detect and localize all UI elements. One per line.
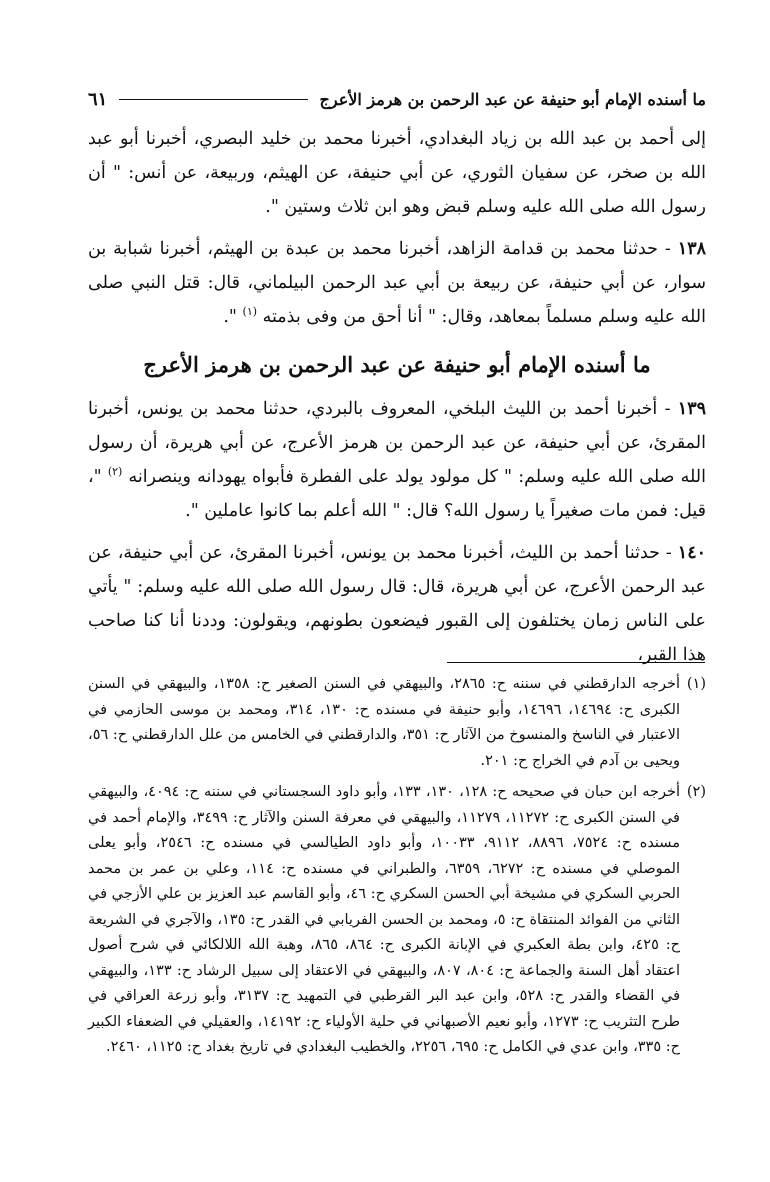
hadith-text: - أخبرنا أحمد بن الليث البلخي، المعروف بالبردي، حدثنا محمد بن يونس، أخبرنا المقرئ، عن أبي حنيفة، عن عبد الرحمن بن هرمز الأعرج، عن أبي هريرة، أن رسول الله صلى الله عليه وسلم: " كل مولود يولد على الفطرة فأبواه يهودانه وينصرانه [88,399,706,487]
footnote-mark: (٢) [686,784,706,800]
hadith-text: - حدثنا أحمد بن الليث، أخبرنا محمد بن يونس، أخبرنا المقرئ، عن أبي حنيفة، عن عبد الرحمن الأعرج، عن أبي هريرة، قال: قال رسول الله صلى الله عليه وسلم: " يأتي على الناس زمان يختلفون إلى القبور فيضعون بطونهم، ويقولون: وددنا أنا كنا صاحب هذا القبر، [88,543,706,665]
footnote-ref[interactable]: (١) [242,305,258,319]
hadith-number: ١٤٠ [677,543,706,563]
hadith-number: ١٣٩ [677,399,706,419]
header-rule [119,99,307,100]
footnote-text: أخرجه ابن حبان في صحيحه ح: ١٢٨، ١٣٠، ١٣٣، وأبو داود السجستاني في سننه ح: ٤٠٩٤، والبيهقي في السنن الكبرى ح: ١١٢٧٢، ١١٢٧٩، والبيهقي في معرفة السنن والآثار ح: ٣٤٩٩، والإمام أحمد في مسنده ح: ٧٥٢٤، ٨٨٩٦، ٩١١٢، ١٠٠٣٣، وأبو داود الطيالسي في مسنده ح: ٢٥٤٦، وأبو يعلى الموصلي في مسنده ح: ٦٢٧٢، ٦٣٥٩، والطبراني في مسنده ح: ١١٤، وعلي بن عمر بن محمد الحربي السكري في مشيخة أبي الحسن السكري ح: ٤٦، وأبو القاسم عبد العزيز بن علي الأزجي في الثاني من الفوائد المنتقاة ح: ٥، ومحمد بن الحسن الفريابي في القدر ح: ١٣٥، والآجري في الشريعة ح: ٤٢٥، وابن بطة العكبري في الإبانة الكبرى ح: ٨٦٤، ٨٦٥، وهبة الله اللالكائي في شرح أصول اعتقاد أهل السنة والجماعة ح: ٨٠٤، ٨٠٧، والبيهقي في الاعتقاد إلى سبيل الرشاد ح: ١٣٣، والبيهقي في القضاء والقدر ح: ٥٢٨، وابن عبد البر القرطبي في التمهيد ح: ٣١٣٧، وأبو زرعة العراقي في طرح التثريب ح: ١٢٧٣، وأبو نعيم الأصبهاني في حلية الأولياء ح: ١٤١٩٢، والعقيلي في الضعفاء الكبير ح: ٣٣٥، وابن عدي في الكامل ح: ٦٩٥، ٢٢٥٦، والخطيب البغدادي في تاريخ بغداد ح: ١١٢٥، ٢٤٦٠. [88,784,681,1055]
footnote-mark: (١) [686,676,706,692]
continued-paragraph: إلى أحمد بن عبد الله بن زياد البغدادي، أخبرنا محمد بن خليد البصري، أخبرنا أبو عبد الله بن صخر، عن سفيان الثوري، عن أبي حنيفة، عن الهيثم، وربيعة، عن أنس: " أن رسول الله صلى الله عليه وسلم قبض وهو ابن ثلاث وستين ". [88,129,706,217]
hadith-139 [88,392,706,528]
footnote-2 [88,780,706,1061]
main-text [88,122,706,672]
running-header [88,86,706,112]
hadith-text-end: ". [223,307,243,327]
section-heading: ما أسنده الإمام أبو حنيفة عن عبد الرحمن بن هرمز الأعرج [143,352,651,377]
footnote-separator [447,662,705,663]
footnote-1 [88,672,706,774]
running-header-title: ما أسنده الإمام أبو حنيفة عن عبد الرحمن بن هرمز الأعرج [319,89,706,109]
footnote-text: أخرجه الدارقطني في سننه ح: ٢٨٦٥، والبيهقي في السنن الصغير ح: ١٣٥٨، والبيهقي في السنن الكبرى ح: ١٤٦٩٤، ١٤٦٩٦، وأبو حنيفة في مسنده ح: ١٣٠، ٣١٤، ومحمد بن موسى الحازمي في الاعتبار في الناسخ والمنسوخ من الآثار ح: ٣٥١، والدارقطني في الخامس من علل الدارقطني ح: ٥٦، ويحيى بن آدم في الخراج ح: ٢٠١. [88,676,680,769]
hadith-138 [88,232,706,334]
page-number: ٦١ [88,88,108,110]
hadith-text-end: "، قيل: فمن مات صغيراً يا رسول الله؟ قال: " الله أعلم بما كانوا عاملين ". [88,467,706,521]
hadith-number: ١٣٨ [677,239,706,259]
hadith-140 [88,536,706,672]
hadith-text: - حدثنا محمد بن قدامة الزاهد، أخبرنا محمد بن عبدة بن الهيثم، أخبرنا شبابة بن سوار، عن أبي حنيفة، عن ربيعة بن أبي عبد الرحمن البيلماني، قال: قتل النبي صلى الله عليه وسلم مسلماً بمعاهد، وقال: " أنا أحق من وفى بذمته [88,239,706,327]
footnote-ref[interactable]: (٢) [107,465,123,479]
footnotes [88,672,706,1067]
